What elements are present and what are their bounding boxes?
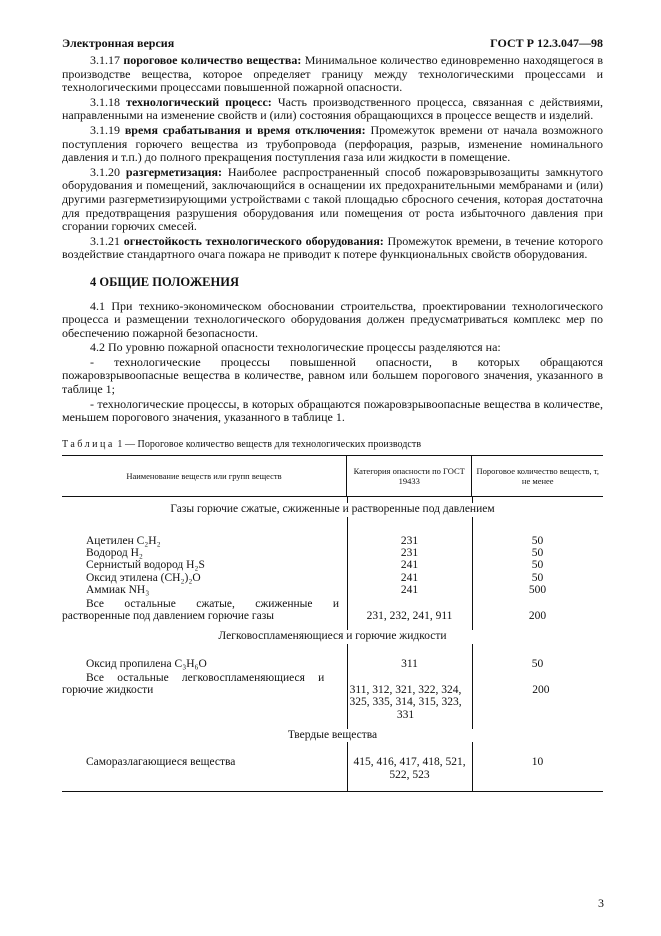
threshold-quantity: 50 [531, 547, 544, 560]
list-item: - технологические процессы повышенной опасности, в которых обращаются пожаровзрывоопасные вещества в количестве, равном или большем порогового значения, указанного в таблице 1; [62, 354, 603, 397]
definition-3-1-17: 3.1.17 пороговое количество вещества: Минимальное количество единовременно находящегося в производстве вещества, которое определяет границу между технологическими процессами и технологическими процессами повышенной пожарной опасности. [62, 53, 604, 95]
threshold-quantity: 500 [528, 583, 547, 596]
hazard-category: 241 [400, 583, 419, 596]
column-header: Наименование веществ или групп веществ [126, 471, 282, 482]
table-row [62, 598, 603, 622]
substance-name: Все остальные легковоспламеняющиеся и горючие жидкости [62, 672, 325, 697]
document-body [62, 54, 603, 792]
definition-3-1-20: 3.1.20 разгерметизация: Наиболее распространенный способ пожаровзрывозащиты замкнутого оборудования и помещений, заключающийся в оснащении их предохранительными мембранами и (или) другими разгерметизирующими устройствами с такой площадью сбросного сечения, которая достаточна для предотвращения разрушения оборудования или помещения от роста избыточного давления при сгорании горючих смесей. [62, 164, 604, 234]
hazard-category: 231 [400, 547, 419, 560]
substance-name: Оксид пропилена C₃H₆O [86, 658, 207, 671]
header-right: ГОСТ Р 12.3.047—98 [490, 36, 603, 50]
term: время срабатывания и время отключения: [124, 122, 366, 137]
threshold-quantity: 10 [531, 756, 544, 769]
hazard-category: 311, 312, 321, 322, 324, 325, 335, 314, 315, 323, 331 [349, 684, 462, 721]
table-header [62, 456, 603, 497]
threshold-quantity: 50 [531, 559, 544, 572]
table-row [62, 672, 603, 721]
threshold-quantity: 50 [531, 535, 544, 548]
column-header: Категория опасности по ГОСТ 19433 [346, 456, 472, 496]
header-left: Электронная версия [62, 36, 175, 50]
hazard-category: 241 [400, 559, 419, 572]
hazard-category: 231, 232, 241, 911 [366, 610, 453, 623]
column-header: Пороговое количество веществ, т, не менее [471, 456, 603, 496]
term: разгерметизация: [125, 164, 222, 179]
table-body [62, 503, 603, 780]
table-caption: Таблица 1 — Пороговое количество веществ для технологических производств [62, 438, 422, 450]
list-item: - технологические процессы, в которых обращаются пожаровзрывоопасные вещества в количестве, меньшем порогового значения, указанного в таблице 1. [62, 396, 603, 425]
substance-name: Водород H₂ [86, 547, 143, 560]
substance-name: Все остальные сжатые, сжиженные и растворенные под давлением горючие газы [62, 598, 339, 623]
term: технологический процесс: [126, 94, 272, 109]
page-number: 3 [598, 896, 604, 910]
paragraph-4-1: 4.1 При технико-экономическом обосновании строительства, проектировании технологического процесса и размещении технологического оборудования должен предусматриваться комплекс мер по обеспечению пожарной безопасности. [62, 298, 603, 340]
table-row [62, 572, 603, 584]
threshold-quantity: 200 [528, 610, 547, 623]
table-row [62, 756, 603, 780]
table-group-title: Газы горючие сжатые, сжиженные и растворенные под давлением [62, 503, 603, 517]
substance-name: Ацетилен C₂H₂ [86, 535, 161, 548]
table-row [62, 658, 603, 670]
threshold-quantity: 50 [531, 571, 544, 584]
table-row [62, 559, 603, 571]
definition-3-1-19: 3.1.19 время срабатывания и время отключения: Промежуток времени от начала возможного поступления горючего вещества из трубопровода (перфорация, разрыв, изменение номинального давления и т.п.) до полного прекращения поступления газа или жидкости в помещение. [62, 122, 603, 165]
substance-name: Саморазлагающиеся вещества [86, 756, 236, 769]
table-row [62, 535, 603, 547]
definition-3-1-21: 3.1.21 огнестойкость технологического оборудования: Промежуток времени, в течение которого воздействие стандартного очага пожара не приводит к потере функциональных свойств оборудования. [62, 233, 604, 262]
table-group-title: Легковоспламеняющиеся и горючие жидкости [62, 630, 603, 644]
table-row [62, 547, 603, 559]
hazard-category: 241 [400, 571, 419, 584]
section-title: 4 ОБЩИЕ ПОЛОЖЕНИЯ [90, 274, 239, 289]
definition-3-1-18: 3.1.18 технологический процесс: Часть производственного процесса, связанная с действиями, направленными на изменение свойств и (или) состояния обращающихся в процессе веществ и изделий. [62, 94, 604, 123]
table-group-title: Твердые вещества [62, 729, 603, 743]
hazard-category: 231 [400, 535, 419, 548]
hazard-category: 311 [401, 658, 418, 671]
term: огнестойкость технологического оборудования: [123, 233, 384, 248]
substance-name: Оксид этилена (CH₂)₂O [86, 571, 201, 584]
substance-name: Сернистый водород H₂S [86, 559, 205, 572]
term: пороговое количество вещества: [123, 53, 302, 67]
threshold-quantity: 50 [531, 658, 544, 671]
threshold-table [62, 455, 603, 792]
substance-name: Аммиак NH₃ [86, 583, 150, 596]
paragraph-4-2: 4.2 По уровню пожарной опасности технологические процессы разделяются на: [90, 340, 501, 355]
threshold-quantity: 200 [532, 684, 550, 697]
table-row [62, 584, 603, 596]
hazard-category: 415, 416, 417, 418, 521, 522, 523 [353, 756, 466, 781]
